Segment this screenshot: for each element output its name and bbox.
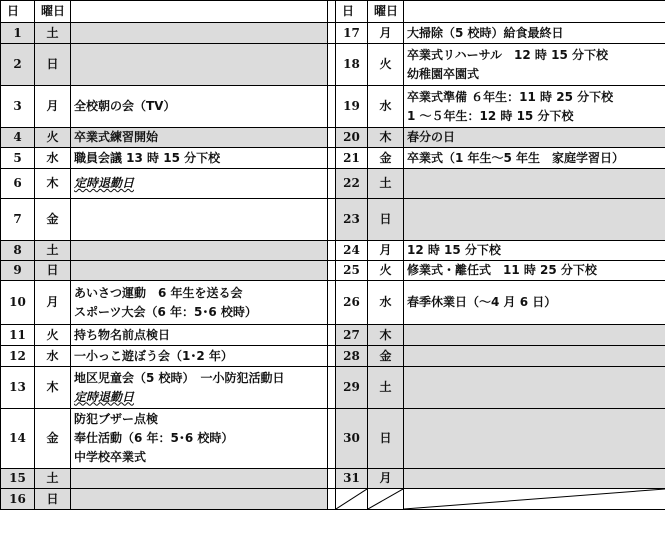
event-cell xyxy=(71,469,328,489)
column-gap xyxy=(328,489,336,510)
weekday: 木 xyxy=(35,169,71,199)
event-cell xyxy=(71,128,328,148)
day-number: 11 xyxy=(1,325,35,346)
table-row xyxy=(1,241,665,261)
event-cell xyxy=(404,469,665,489)
table-row xyxy=(1,199,665,241)
event-line: あいさつ運動 6 年生を送る会 xyxy=(74,285,243,300)
event-cell xyxy=(404,44,665,86)
day-number: 10 xyxy=(1,281,35,325)
column-gap xyxy=(328,1,336,23)
weekday: 月 xyxy=(35,281,71,325)
event-cell xyxy=(71,489,328,510)
event-cell xyxy=(71,148,328,169)
weekday: 木 xyxy=(368,325,404,346)
empty-weekday-cell xyxy=(368,489,404,510)
table-row xyxy=(1,261,665,281)
day-number: 20 xyxy=(336,128,368,148)
event-line: 1 ～５年生：12 時 15 分下校 xyxy=(407,108,574,123)
event-line: 大掃除（5 校時）給食最終日 xyxy=(407,25,564,40)
weekday: 月 xyxy=(368,469,404,489)
header-day-right: 日 xyxy=(336,1,368,23)
day-number: 1 xyxy=(1,23,35,44)
weekday: 土 xyxy=(368,367,404,409)
event-line: 卒業式（1 年生～5 年生 家庭学習日） xyxy=(407,150,625,165)
weekday: 金 xyxy=(35,199,71,241)
weekday: 日 xyxy=(35,261,71,281)
event-cell xyxy=(71,261,328,281)
event-cell xyxy=(71,367,328,409)
event-cell xyxy=(404,148,665,169)
weekday: 木 xyxy=(368,128,404,148)
column-gap xyxy=(328,86,336,128)
table-row xyxy=(1,148,665,169)
diagonal-strike xyxy=(368,489,403,509)
empty-event-cell xyxy=(404,489,665,510)
day-number: 21 xyxy=(336,148,368,169)
weekday: 火 xyxy=(35,128,71,148)
column-gap xyxy=(328,148,336,169)
day-number: 12 xyxy=(1,346,35,367)
weekday: 日 xyxy=(368,409,404,469)
day-number: 4 xyxy=(1,128,35,148)
event-cell xyxy=(71,199,328,241)
weekday: 土 xyxy=(35,241,71,261)
day-number: 17 xyxy=(336,23,368,44)
column-gap xyxy=(328,469,336,489)
table-row xyxy=(1,489,665,510)
day-number: 25 xyxy=(336,261,368,281)
event-line: 幼稚園卒園式 xyxy=(407,66,480,81)
weekday: 日 xyxy=(35,44,71,86)
weekday: 金 xyxy=(368,346,404,367)
day-number: 27 xyxy=(336,325,368,346)
table-row xyxy=(1,23,665,44)
event-line: 定時退勤日 xyxy=(74,176,135,190)
event-line: 職員会議 13 時 15 分下校 xyxy=(74,150,221,165)
header-row xyxy=(1,1,665,23)
table-row xyxy=(1,346,665,367)
event-line: 卒業式リハーサル 12 時 15 分下校 xyxy=(407,47,608,62)
weekday: 水 xyxy=(368,281,404,325)
event-cell xyxy=(404,86,665,128)
event-line: スポーツ大会（6 年：5･6 校時） xyxy=(74,304,257,319)
event-cell xyxy=(404,261,665,281)
day-number: 15 xyxy=(1,469,35,489)
event-cell xyxy=(404,367,665,409)
weekday: 水 xyxy=(368,86,404,128)
table-row xyxy=(1,325,665,346)
table-row xyxy=(1,367,665,409)
day-number: 29 xyxy=(336,367,368,409)
column-gap xyxy=(328,241,336,261)
column-gap xyxy=(328,128,336,148)
day-number: 16 xyxy=(1,489,35,510)
column-gap xyxy=(328,346,336,367)
event-cell xyxy=(404,128,665,148)
table-row xyxy=(1,44,665,86)
event-cell xyxy=(404,281,665,325)
event-line: 一小っこ遊ぼう会（1･2 年） xyxy=(74,348,233,363)
weekday: 金 xyxy=(368,148,404,169)
table-row xyxy=(1,469,665,489)
day-number: 14 xyxy=(1,409,35,469)
column-gap xyxy=(328,325,336,346)
event-cell xyxy=(404,199,665,241)
header-event-right xyxy=(404,1,665,23)
weekday: 日 xyxy=(368,199,404,241)
column-gap xyxy=(328,367,336,409)
column-gap xyxy=(328,199,336,241)
header-weekday-right: 曜日 xyxy=(368,1,404,23)
event-line: 12 時 15 分下校 xyxy=(407,243,501,257)
event-line: 春季休業日（～4 月 6 日） xyxy=(407,295,557,309)
weekday: 水 xyxy=(35,148,71,169)
weekday: 火 xyxy=(368,44,404,86)
event-cell xyxy=(71,169,328,199)
diagonal-strike xyxy=(336,489,367,509)
event-cell xyxy=(404,241,665,261)
header-event xyxy=(71,1,328,23)
weekday: 月 xyxy=(368,241,404,261)
day-number: 18 xyxy=(336,44,368,86)
event-line: 全校朝の会（TV） xyxy=(74,99,176,113)
column-gap xyxy=(328,169,336,199)
day-number: 3 xyxy=(1,86,35,128)
empty-day-cell xyxy=(336,489,368,510)
column-gap xyxy=(328,281,336,325)
diagonal-strike xyxy=(404,489,665,509)
weekday: 土 xyxy=(35,23,71,44)
event-cell xyxy=(71,281,328,325)
day-number: 6 xyxy=(1,169,35,199)
weekday: 木 xyxy=(35,367,71,409)
table-row xyxy=(1,409,665,469)
weekday: 日 xyxy=(35,489,71,510)
event-cell xyxy=(71,44,328,86)
event-cell xyxy=(404,409,665,469)
event-cell xyxy=(71,346,328,367)
table-row xyxy=(1,128,665,148)
day-number: 24 xyxy=(336,241,368,261)
weekday: 火 xyxy=(35,325,71,346)
weekday: 火 xyxy=(368,261,404,281)
event-line: 修業式・離任式 11 時 25 分下校 xyxy=(407,263,597,277)
weekday: 土 xyxy=(368,169,404,199)
day-number: 5 xyxy=(1,148,35,169)
column-gap xyxy=(328,409,336,469)
event-line: 卒業式準備 ６年生：11 時 25 分下校 xyxy=(407,89,614,104)
event-line: 防犯ブザー点検 xyxy=(74,412,159,426)
event-line: 定時退勤日 xyxy=(74,389,135,404)
event-cell xyxy=(71,86,328,128)
event-cell xyxy=(71,409,328,469)
table-row xyxy=(1,169,665,199)
event-line: 地区児童会（5 校時） 一小防犯活動日 xyxy=(74,370,285,385)
header-weekday: 曜日 xyxy=(35,1,71,23)
weekday: 月 xyxy=(368,23,404,44)
event-cell xyxy=(404,346,665,367)
day-number: 7 xyxy=(1,199,35,241)
day-number: 28 xyxy=(336,346,368,367)
event-cell xyxy=(71,23,328,44)
event-line: 持ち物名前点検日 xyxy=(74,327,171,342)
event-line: 奉仕活動（6 年：5･6 校時） xyxy=(74,431,234,445)
column-gap xyxy=(328,44,336,86)
day-number: 22 xyxy=(336,169,368,199)
day-number: 8 xyxy=(1,241,35,261)
day-number: 19 xyxy=(336,86,368,128)
weekday: 水 xyxy=(35,346,71,367)
event-cell xyxy=(404,325,665,346)
weekday: 月 xyxy=(35,86,71,128)
day-number: 9 xyxy=(1,261,35,281)
day-number: 2 xyxy=(1,44,35,86)
event-line: 中学校卒業式 xyxy=(74,450,147,464)
weekday: 金 xyxy=(35,409,71,469)
event-cell xyxy=(71,241,328,261)
event-cell xyxy=(404,23,665,44)
event-cell xyxy=(404,169,665,199)
day-number: 13 xyxy=(1,367,35,409)
event-line: 卒業式練習開始 xyxy=(74,130,159,144)
day-number: 26 xyxy=(336,281,368,325)
weekday: 土 xyxy=(35,469,71,489)
table-row xyxy=(1,86,665,128)
header-day: 日 xyxy=(1,1,35,23)
column-gap xyxy=(328,261,336,281)
day-number: 23 xyxy=(336,199,368,241)
event-line: 春分の日 xyxy=(407,130,456,144)
event-cell xyxy=(71,325,328,346)
day-number: 31 xyxy=(336,469,368,489)
table-row xyxy=(1,281,665,325)
day-number: 30 xyxy=(336,409,368,469)
column-gap xyxy=(328,23,336,44)
